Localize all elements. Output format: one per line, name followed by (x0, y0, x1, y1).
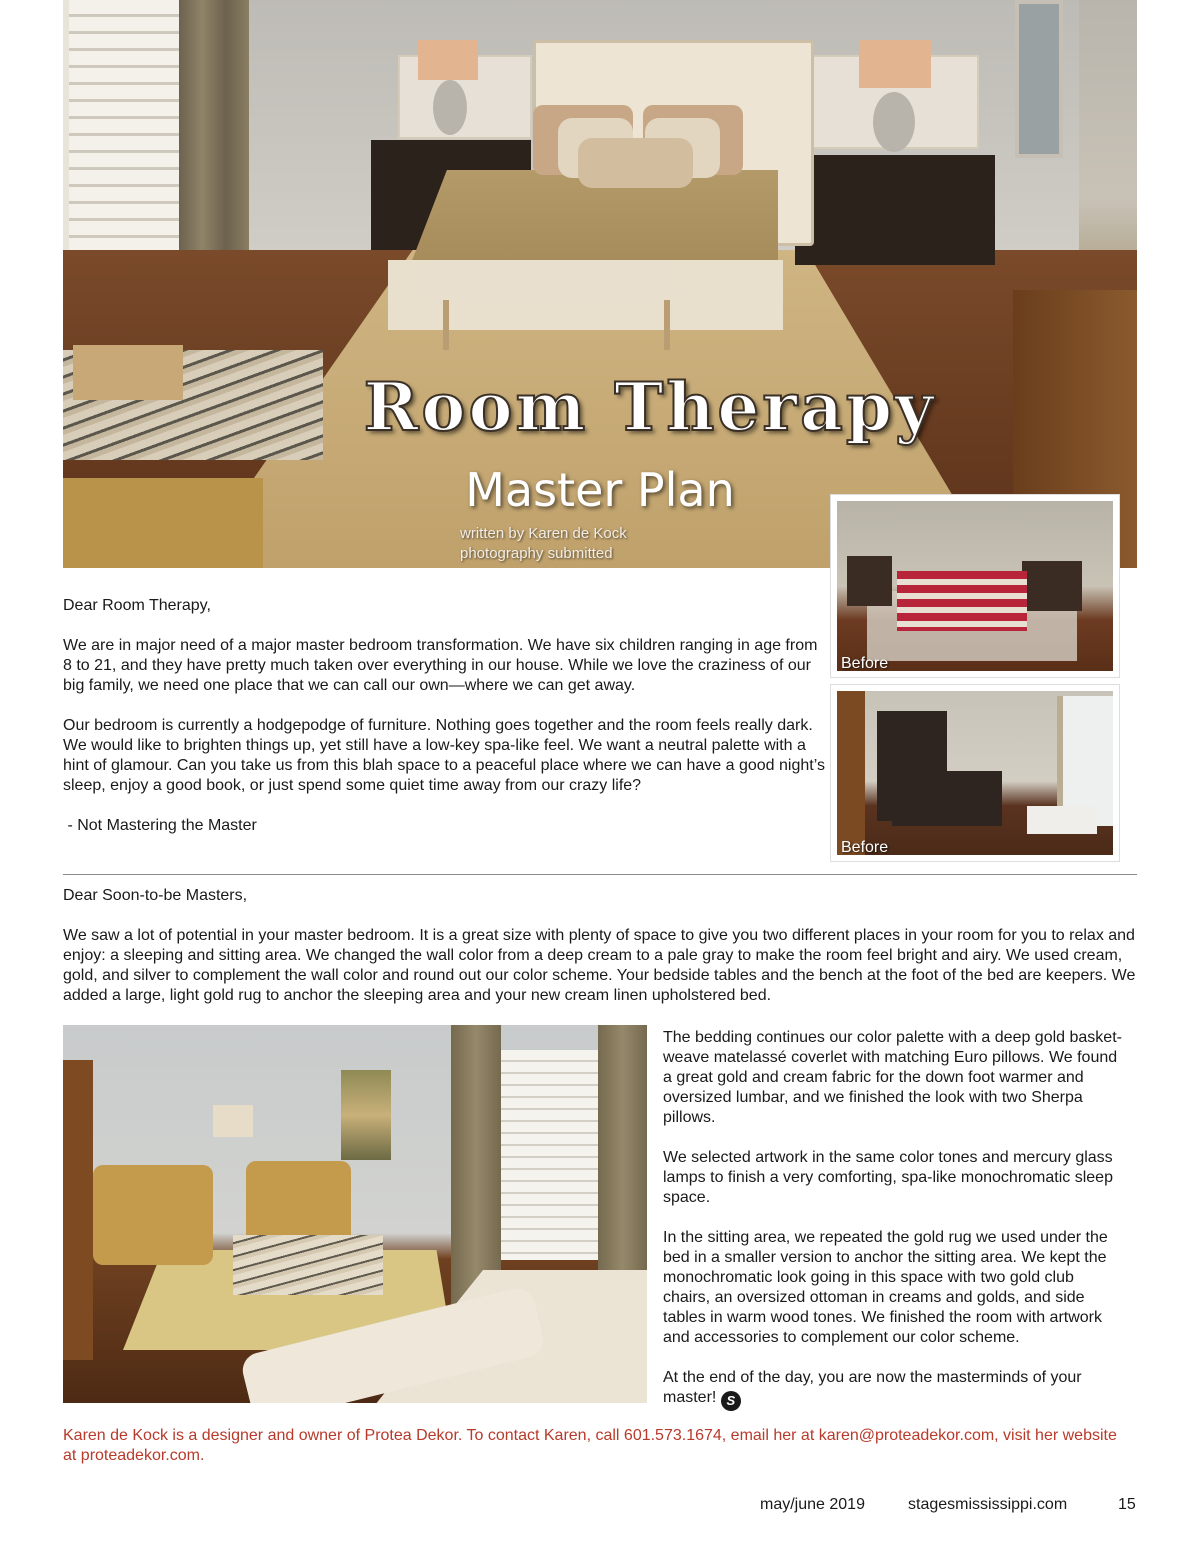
reply-paragraph: The bedding continues our color palette with a deep gold basket-weave matelassé coverlet with matching Euro pillows. We found a great gold and cream fabric for the down foot warmer and oversized lumbar, and we finished the look with two Sherpa pillows. (663, 1029, 1122, 1126)
before-caption: Before (841, 839, 889, 856)
photo-lamp-base-left (433, 80, 467, 135)
page-number: 15 (1118, 1496, 1136, 1513)
reply-intro: We saw a lot of potential in your master bedroom. It is a great size with plenty of space to give you two different places in your room for you to relax and enjoy: a sleeping and sitting area. We changed the wall color from a deep cream to a pale gray to make the room feel bright and airy. We used cream, gold, and silver to complement the wall color and round out our color scheme. Your bedside tables and the bench at the foot of the bed are keepers. We added a large, light gold rug to anchor the sleeping area and your new cream linen upholstered bed. (63, 927, 1136, 1004)
photo-artwork (341, 1070, 391, 1160)
photo-club-chair (93, 1165, 213, 1265)
photo-mirror (1015, 0, 1063, 158)
byline-author: written by Karen de Kock (460, 525, 627, 542)
byline (460, 524, 760, 564)
photo-bench-legs (443, 300, 670, 350)
before-photo-image (837, 501, 1113, 671)
letter-paragraph: Our bedroom is currently a hodgepodge of furniture. Nothing goes together and the room feels really dark. We would like to brighten things up, yet still have a low-key spa-like feel. We want a neutral palette with a hint of glamour. Can you take us from this blah space to a peaceful place where we can have a good night’s sleep, enjoy a good book, or just spend some quiet time away from our crazy life? (63, 717, 825, 794)
closing-text: At the end of the day, you are now the masterminds of your master! (663, 1369, 1082, 1406)
photo-chair (63, 478, 263, 568)
end-mark-logo-icon: S (721, 1391, 741, 1411)
photo-ottoman (233, 1235, 383, 1295)
letter-salutation: Dear Room Therapy, (63, 597, 211, 614)
photo-lamp-shade-right (859, 40, 931, 88)
reply-closing (663, 1368, 1123, 1411)
photo-bed (897, 571, 1027, 631)
after-sitting-area-photo (63, 1025, 647, 1403)
reply-paragraph: We selected artwork in the same color tones and mercury glass lamps to finish a very comforting, spa-like monochromatic sleep space. (663, 1149, 1113, 1206)
reply-continued (663, 1028, 1123, 1431)
footer-issue: may/june 2019 (760, 1496, 865, 1513)
column-title: Room Therapy (363, 368, 937, 446)
photo-lamp (213, 1105, 253, 1137)
reply-paragraph: In the sitting area, we repeated the gold rug we used under the bed in a smaller version to anchor the sitting area. We kept the monochromatic look going in this space with two gold club chairs, an oversized ottoman in creams and golds, and side tables in warm wood tones. We finished the room with artwork and accessories to complement our color scheme. (663, 1229, 1108, 1346)
photo-door (63, 1060, 93, 1360)
reader-letter (63, 596, 825, 856)
photo-lumbar-pillow (578, 138, 693, 188)
section-divider (63, 874, 1137, 875)
article-title: Master Plan (465, 463, 735, 517)
author-bio: Karen de Kock is a designer and owner of Protea Dekor. To contact Karen, call 601.573.1674, email her at karen@proteadekor.com, visit her website at proteadekor.com. (63, 1427, 1117, 1464)
before-photo-image (837, 691, 1113, 855)
photo-tray (73, 345, 183, 400)
designer-reply (63, 886, 1137, 1026)
photo-nightstand (847, 556, 892, 606)
byline-photo-credit: photography submitted (460, 545, 613, 562)
letter-paragraph: We are in major need of a major master bedroom transformation. We have six children ranging in age from 8 to 21, and they have pretty much taken over everything in our house. While we love the craziness of our big family, we need one place that we can call our own—where we can get away. (63, 637, 818, 694)
photo-lamp-base-right (873, 92, 915, 152)
before-photo (830, 684, 1120, 862)
before-caption: Before (841, 655, 889, 672)
before-photo (830, 494, 1120, 678)
photo-dresser (1022, 561, 1082, 611)
footer-website: stagesmississippi.com (908, 1496, 1068, 1513)
photo-dresser (892, 771, 1002, 826)
photo-shutters (493, 1050, 603, 1260)
photo-box (1027, 806, 1097, 834)
photo-bench (428, 262, 673, 302)
reply-salutation: Dear Soon-to-be Masters, (63, 887, 248, 904)
photo-nightstand-right (795, 155, 995, 265)
photo-door (837, 691, 865, 855)
letter-signature: - Not Mastering the Master (63, 817, 257, 834)
photo-lamp-shade-left (418, 40, 478, 80)
